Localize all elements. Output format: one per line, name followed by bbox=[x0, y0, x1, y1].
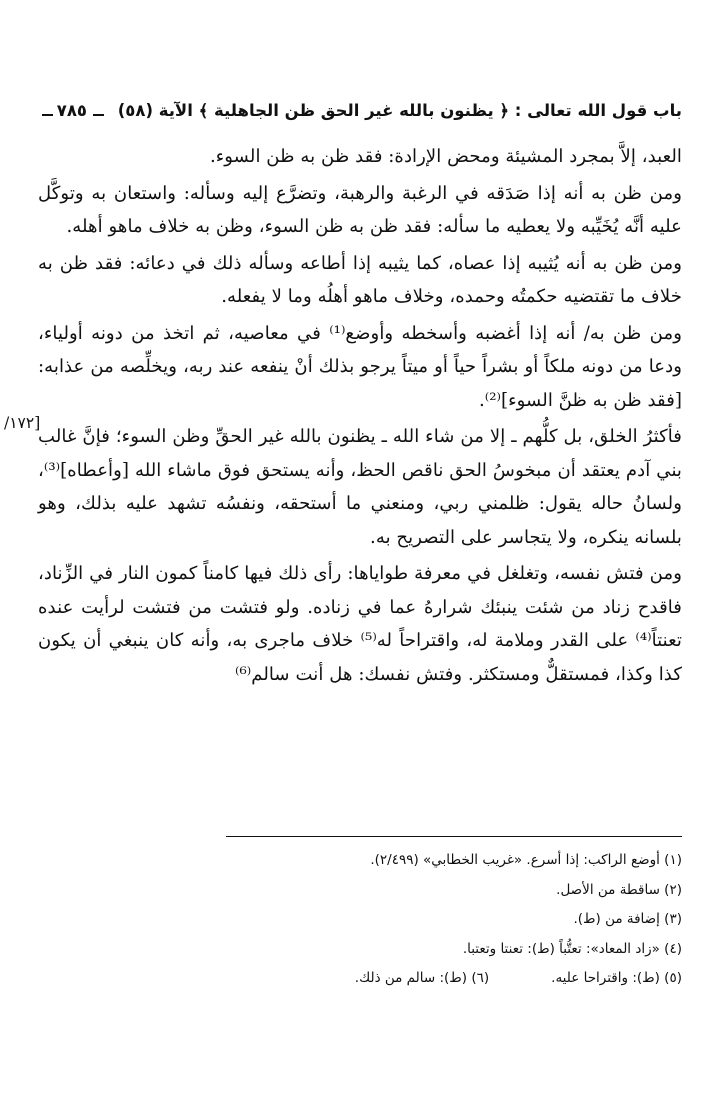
paragraph: ومن فتش نفسه، وتغلغل في معرفة طواياها: رأى ذلك فيها كامناً كمون النار في الزِّناد، فاقدح زناد من شئت ينبئك شرارهُ عما في زناده. ولو فتشت من فتشت لرأيت عنده تعنتاً⁽⁴⁾ على القدر وملامة له، واقتراحاً له⁽⁵⁾ خلاف ماجرى به، وأنه كان ينبغي أن يكون كذا وكذا، فمستقلٌّ ومستكثر. وفتش نفسك: هل أنت سالم⁽⁶⁾ bbox=[38, 563, 682, 685]
paragraph: ومن ظن به أنه إذا صَدَقه في الرغبة والرهبة، وتضرَّع إليه وسأله: واستعان به وتوكَّل عليه أنَّه يُخَيِّبه ولا يعطيه ما سأله: فقد ظن به ظن السوء، وظن به خلاف ماهو أهله. bbox=[38, 182, 682, 237]
main-text bbox=[38, 140, 682, 694]
footnote: (٤) «زاد المعاد»: تعتُّباً (ط): تعنتا وتعتبا. bbox=[462, 940, 682, 957]
paragraph: ومن ظن به/ أنه إذا أغضبه وأسخطه وأوضع⁽¹⁾ في معاصيه، ثم اتخذ من دونه أولياء، ودعا من دونه ملكاً أو بشراً حياً أو ميتاً يرجو بذلك أنْ ينفعه عند ربه، ويخلِّصه من عذابه: [فقد ظن به ظنَّ السوء]⁽²⁾. bbox=[38, 322, 682, 411]
footnote-divider bbox=[226, 836, 682, 837]
footnote: (٢) ساقطة من الأصل. bbox=[556, 881, 682, 898]
footnote: (٥) (ط): واقتراحا عليه. bbox=[551, 970, 682, 986]
footnote: (٦) (ط): سالم من ذلك. bbox=[354, 970, 490, 986]
header-rule-end bbox=[42, 114, 53, 116]
page-number: ٧٨٥ bbox=[56, 101, 87, 120]
footnote: (١) أوضع الراكب: إذا أسرع. «غريب الخطابي» (٢/٤٩٩). bbox=[370, 852, 682, 868]
footnote-row bbox=[40, 964, 682, 994]
running-header bbox=[42, 86, 682, 120]
header-rule bbox=[93, 114, 104, 116]
header-title: باب قول الله تعالى : ﴿ يظنون بالله غير الحق ظن الجاهلية ﴾ الآية (٥٨) bbox=[117, 101, 682, 120]
paragraph: فأكثرُ الخلق، بل كلُّهم ـ إلا من شاء الله ـ يظنون بالله غير الحقِّ وظن السوء؛ فإنَّ غالب بني آدم يعتقد أن مبخوسُ الحق ناقص الحظ، وأنه يستحق فوق ماشاء الله [وأعطاه]⁽³⁾، ولسانُ حاله يقول: ظلمني ربي، ومنعني ما أستحقه، ونفسُه تشهد عليه بذلك، وهو بلسانه ينكره، ولا يتجاسر على التصريح به. bbox=[38, 426, 682, 548]
paragraph: ومن ظن به أنه يُثيبه إذا عصاه، كما يثيبه إذا أطاعه وسأله ذلك في دعائه: فقد ظن به خلاف ما تقتضيه حكمتُه وحمده، وخلاف ماهو أهلُه وما لا يفعله. bbox=[38, 252, 682, 307]
margin-folio-note: [١٧٢/ bbox=[4, 414, 41, 432]
footnote: (٣) إضافة من (ط). bbox=[573, 911, 682, 927]
paragraph: العبد، إلاَّ بمجرد المشيئة ومحض الإرادة: فقد ظن به ظن السوء. bbox=[209, 146, 682, 167]
footnotes bbox=[40, 846, 682, 994]
